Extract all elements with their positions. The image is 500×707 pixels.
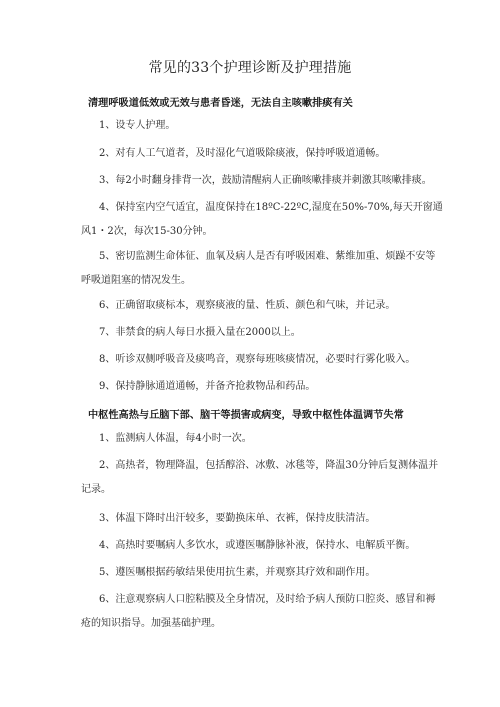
list-item: 1、设专人护理。 (99, 120, 176, 131)
list-item: 6、注意观察病人口腔粘膜及全身情况，及时给予病人预防口腔炎、感冒和褥疮的知识指导。加强基础护理。 (81, 594, 436, 629)
list-item: 9、保持静脉通道通畅，并备齐抢救物品和药品。 (99, 381, 316, 392)
list-item: 6、正确留取痰标本，观察痰液的量、性质、颜色和气味，并记录。 (99, 300, 396, 311)
list-item: 3、每2小时翻身排背一次，鼓励清醒病人正确咳嗽排痰并刺激其咳嗽排痰。 (99, 175, 432, 186)
list-item: 1、监测病人体温，每4小时一次。 (99, 433, 252, 444)
section-heading: 中枢性高热与丘脑下部、脑干等损害或病变，导致中枢性体温调节失常 (88, 410, 404, 421)
list-item: 8、听诊双侧呼吸音及痰鸣音，观察每班咳痰情况，必要时行雾化吸入。 (99, 354, 416, 365)
list-item: 2、高热者，物理降温，包括醇浴、冰敷、冰毯等，降温30分钟后复测体温并记录。 (81, 460, 439, 495)
list-item: 3、体温下降时出汗较多，要勤换床单、衣裤，保持皮肤清洁。 (99, 513, 376, 524)
list-item: 4、保持室内空气适宜，温度保持在18ºC-22ºC,湿度在50%-70%,每天开窗通风1・2次，每次15-30分钟。 (81, 202, 443, 237)
list-item: 2、对有人工气道者，及时湿化气道吸除痰液，保持呼吸道通畅。 (99, 148, 386, 159)
document-title: 常见的33个护理诊断及护理措施 (148, 60, 352, 76)
section-heading: 清理呼吸道低效或无效与患者昏迷，无法自主咳嗽排痰有关 (88, 98, 353, 109)
list-item: 5、密切监测生命体征、血氧及病人是否有呼吸困难、紫维加重、烦躁不安等呼吸道阻塞的情况发生。 (81, 251, 436, 286)
list-item: 4、高热时要嘱病人多饮水，或遵医嘱静脉补液，保持水、电解质平衡。 (99, 540, 416, 551)
list-item: 7、非禁食的病人每日水摄入量在2000以上。 (99, 327, 301, 338)
list-item: 5、遵医嘱根据药敏结果使用抗生素，并观察其疗效和副作用。 (99, 567, 376, 578)
